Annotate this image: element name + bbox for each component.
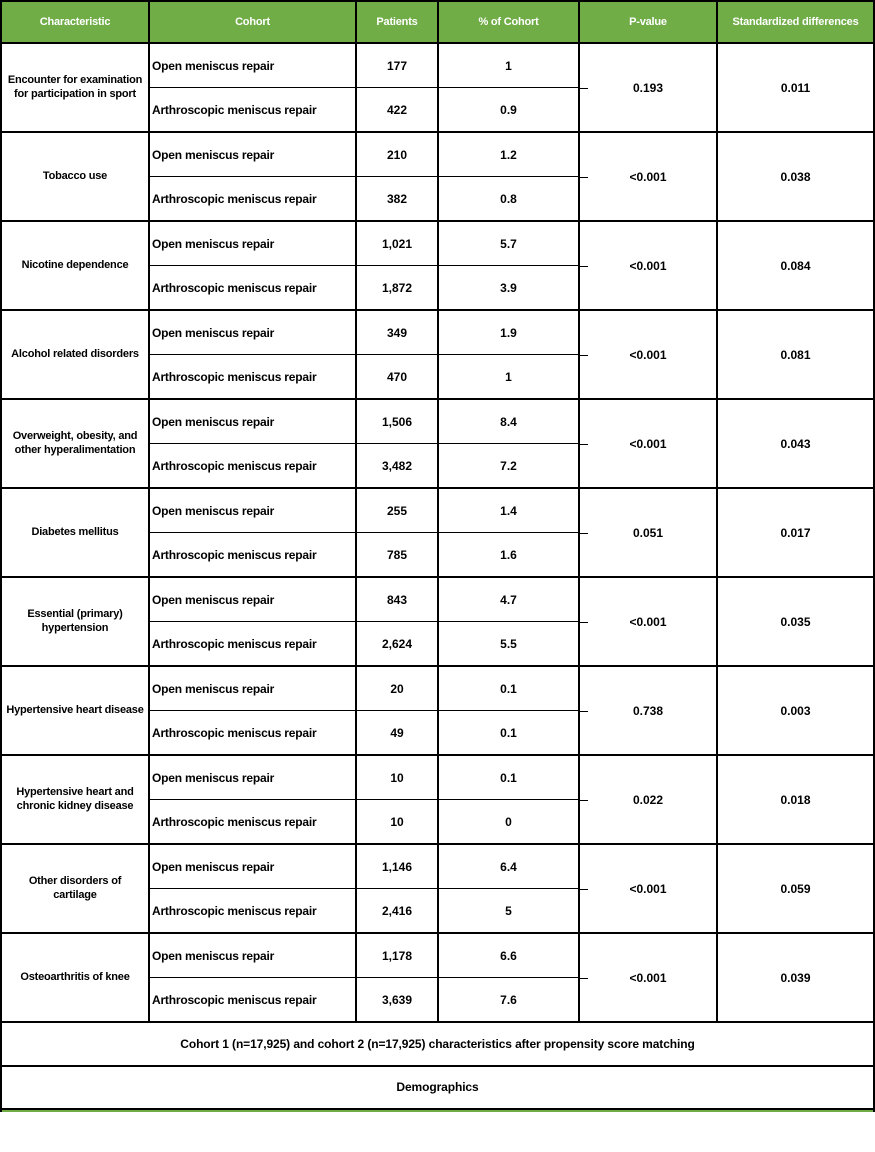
- patients-cell: 3,482: [356, 444, 438, 489]
- cohort-row-open: [1, 132, 874, 177]
- p-value-cell: <0.001: [579, 132, 717, 221]
- pct-of-cohort-cell: 1: [438, 355, 579, 400]
- characteristic-cell: Encounter for examination for participation in sport: [1, 43, 149, 132]
- p-value-cell: <0.001: [579, 221, 717, 310]
- patients-cell: 255: [356, 488, 438, 533]
- patients-cell: 1,146: [356, 844, 438, 889]
- cohort-cell: Open meniscus repair: [149, 488, 356, 533]
- cohort-row-open: [1, 43, 874, 88]
- std-diff-cell: 0.003: [717, 666, 874, 755]
- cohort-cell: Open meniscus repair: [149, 844, 356, 889]
- characteristic-cell: Hypertensive heart disease: [1, 666, 149, 755]
- cohort-cell: Open meniscus repair: [149, 666, 356, 711]
- cohort-cell: Arthroscopic meniscus repair: [149, 622, 356, 667]
- pct-of-cohort-cell: 3.9: [438, 266, 579, 311]
- patients-cell: 470: [356, 355, 438, 400]
- p-value-cell: <0.001: [579, 844, 717, 933]
- pct-of-cohort-cell: 1: [438, 43, 579, 88]
- patients-cell: 785: [356, 533, 438, 578]
- table-sections: [1, 1022, 874, 1112]
- pct-of-cohort-cell: 8.4: [438, 399, 579, 444]
- cohort-cell: Open meniscus repair: [149, 399, 356, 444]
- cohort-cell: Open meniscus repair: [149, 221, 356, 266]
- pct-of-cohort-cell: 1.4: [438, 488, 579, 533]
- cohort-cell: Arthroscopic meniscus repair: [149, 978, 356, 1023]
- cohort-cell: Arthroscopic meniscus repair: [149, 533, 356, 578]
- patients-cell: 1,506: [356, 399, 438, 444]
- cohort-cell: Arthroscopic meniscus repair: [149, 88, 356, 133]
- table-body: [1, 43, 874, 1022]
- p-value-cell: 0.193: [579, 43, 717, 132]
- pct-of-cohort-cell: 0.8: [438, 177, 579, 222]
- cohort-row-open: [1, 933, 874, 978]
- pct-of-cohort-cell: 4.7: [438, 577, 579, 622]
- pct-of-cohort-cell: 1.9: [438, 310, 579, 355]
- patients-cell: 20: [356, 666, 438, 711]
- pct-of-cohort-cell: 1.2: [438, 132, 579, 177]
- cohort-row-open: [1, 310, 874, 355]
- patients-cell: 349: [356, 310, 438, 355]
- pct-of-cohort-cell: 5.5: [438, 622, 579, 667]
- pct-of-cohort-cell: 0.1: [438, 711, 579, 756]
- characteristic-cell: Overweight, obesity, and other hyperalimentation: [1, 399, 149, 488]
- col-header-cohort: Cohort: [149, 1, 356, 43]
- table-header: [1, 1, 874, 43]
- characteristic-cell: Other disorders of cartilage: [1, 844, 149, 933]
- patients-cell: 2,624: [356, 622, 438, 667]
- matching-caption-text: Cohort 1 (n=17,925) and cohort 2 (n=17,925) characteristics after propensity score matching: [1, 1022, 874, 1066]
- std-diff-cell: 0.038: [717, 132, 874, 221]
- demographics-section-row: [1, 1066, 874, 1110]
- std-diff-cell: 0.039: [717, 933, 874, 1022]
- pct-of-cohort-cell: 6.6: [438, 933, 579, 978]
- pct-of-cohort-cell: 0: [438, 800, 579, 845]
- p-value-cell: <0.001: [579, 577, 717, 666]
- next-section-header-row: [1, 1109, 874, 1112]
- std-diff-cell: 0.084: [717, 221, 874, 310]
- characteristic-cell: Diabetes mellitus: [1, 488, 149, 577]
- pct-of-cohort-cell: 0.1: [438, 666, 579, 711]
- p-value-cell: 0.738: [579, 666, 717, 755]
- cohort-cell: Arthroscopic meniscus repair: [149, 266, 356, 311]
- characteristic-cell: Hypertensive heart and chronic kidney disease: [1, 755, 149, 844]
- patients-cell: 3,639: [356, 978, 438, 1023]
- cohort-cell: Arthroscopic meniscus repair: [149, 444, 356, 489]
- cohort-cell: Open meniscus repair: [149, 43, 356, 88]
- pct-of-cohort-cell: 0.9: [438, 88, 579, 133]
- std-diff-cell: 0.018: [717, 755, 874, 844]
- pct-of-cohort-cell: 5.7: [438, 221, 579, 266]
- characteristic-cell: Essential (primary) hypertension: [1, 577, 149, 666]
- characteristic-cell: Alcohol related disorders: [1, 310, 149, 399]
- cohort-cell: Open meniscus repair: [149, 132, 356, 177]
- cohort-cell: Open meniscus repair: [149, 310, 356, 355]
- pct-of-cohort-cell: 1.6: [438, 533, 579, 578]
- patients-cell: 1,872: [356, 266, 438, 311]
- cohort-row-open: [1, 666, 874, 711]
- pct-of-cohort-cell: 5: [438, 889, 579, 934]
- patients-cell: 2,416: [356, 889, 438, 934]
- cohort-cell: Arthroscopic meniscus repair: [149, 889, 356, 934]
- p-value-cell: 0.022: [579, 755, 717, 844]
- patients-cell: 10: [356, 755, 438, 800]
- p-value-cell: <0.001: [579, 310, 717, 399]
- cohort-row-open: [1, 844, 874, 889]
- patients-cell: 10: [356, 800, 438, 845]
- pct-of-cohort-cell: 0.1: [438, 755, 579, 800]
- patients-cell: 382: [356, 177, 438, 222]
- next-section-header-sliver: [1, 1109, 874, 1112]
- std-diff-cell: 0.011: [717, 43, 874, 132]
- cohort-row-open: [1, 577, 874, 622]
- pct-of-cohort-cell: 7.2: [438, 444, 579, 489]
- std-diff-cell: 0.017: [717, 488, 874, 577]
- std-diff-cell: 0.059: [717, 844, 874, 933]
- cohort-row-open: [1, 488, 874, 533]
- p-value-cell: <0.001: [579, 933, 717, 1022]
- matching-caption-row: [1, 1022, 874, 1066]
- col-header-characteristic: Characteristic: [1, 1, 149, 43]
- demographics-section-text: Demographics: [1, 1066, 874, 1110]
- col-header-standardized-differences: Standardized differences: [717, 1, 874, 43]
- p-value-cell: 0.051: [579, 488, 717, 577]
- cohort-row-open: [1, 755, 874, 800]
- cohort-row-open: [1, 221, 874, 266]
- characteristic-cell: Osteoarthritis of knee: [1, 933, 149, 1022]
- cohort-row-open: [1, 399, 874, 444]
- pct-of-cohort-cell: 7.6: [438, 978, 579, 1023]
- std-diff-cell: 0.081: [717, 310, 874, 399]
- patients-cell: 843: [356, 577, 438, 622]
- patients-cell: 210: [356, 132, 438, 177]
- patients-cell: 49: [356, 711, 438, 756]
- cohort-cell: Open meniscus repair: [149, 577, 356, 622]
- cohort-cell: Open meniscus repair: [149, 933, 356, 978]
- std-diff-cell: 0.035: [717, 577, 874, 666]
- col-header-p-value: P-value: [579, 1, 717, 43]
- cohort-cell: Arthroscopic meniscus repair: [149, 800, 356, 845]
- patients-cell: 177: [356, 43, 438, 88]
- header-row: [1, 1, 874, 43]
- characteristic-cell: Tobacco use: [1, 132, 149, 221]
- patients-cell: 1,178: [356, 933, 438, 978]
- cohort-cell: Arthroscopic meniscus repair: [149, 355, 356, 400]
- col-header-patients: Patients: [356, 1, 438, 43]
- cohort-cell: Open meniscus repair: [149, 755, 356, 800]
- cohort-cell: Arthroscopic meniscus repair: [149, 177, 356, 222]
- p-value-cell: <0.001: [579, 399, 717, 488]
- std-diff-cell: 0.043: [717, 399, 874, 488]
- characteristic-cell: Nicotine dependence: [1, 221, 149, 310]
- pct-of-cohort-cell: 6.4: [438, 844, 579, 889]
- patients-cell: 1,021: [356, 221, 438, 266]
- col-header-pct-of-cohort: % of Cohort: [438, 1, 579, 43]
- cohort-cell: Arthroscopic meniscus repair: [149, 711, 356, 756]
- patients-cell: 422: [356, 88, 438, 133]
